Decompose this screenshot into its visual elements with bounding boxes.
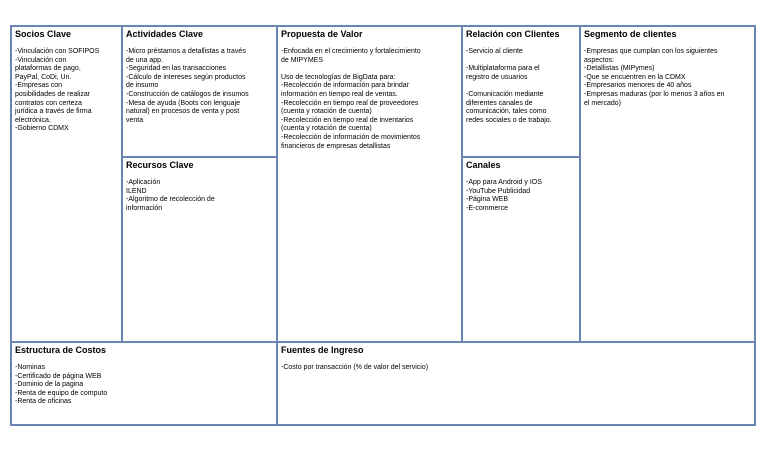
text-line: -Empresas maduras (por lo menos 3 años en (584, 90, 725, 98)
channels-body (466, 179, 576, 213)
key-resources-cell (122, 157, 277, 342)
text-line: diferentes canales de (466, 99, 533, 107)
revenue-streams-cell (277, 342, 755, 425)
value-proposition-title: Propuesta de Valor (281, 29, 363, 39)
customer-segments-cell (580, 26, 755, 342)
text-line: redes sociales o de trabajo. (466, 116, 552, 124)
key-activities-body (126, 48, 273, 125)
text-line: -Empresas con (15, 82, 63, 90)
key-resources-body (126, 179, 273, 213)
text-line: -Construcción de catálogos de insumos (126, 90, 249, 98)
text-line: el mercado) (584, 99, 621, 107)
key-activities-title: Actividades Clave (126, 29, 204, 39)
text-line: electrónica. (15, 116, 51, 124)
text-line: -Enfocada en el crecimiento y fortalecimiento (281, 48, 421, 55)
text-line: -Vinculación con SOFIPOS (15, 48, 100, 55)
text-line: de insumo (126, 82, 159, 90)
blank-line (281, 65, 458, 74)
text-line: -E-commerce (466, 204, 509, 212)
text-line: PayPal, CoDi, Un. (15, 73, 72, 81)
text-line: -Recolección en tiempo real de proveedores (281, 99, 419, 107)
blank-line (466, 57, 576, 66)
text-line: posibilidades de realizar (15, 90, 91, 98)
customer-relationships-body (466, 48, 576, 125)
blank-line (466, 82, 576, 91)
text-line: -Servicio al cliente (466, 48, 523, 55)
revenue-streams-body (281, 364, 751, 373)
text-line: -Recolección en tiempo real de inventarios (281, 116, 414, 124)
text-line: -Cálculo de intereses según productos (126, 73, 246, 81)
text-line: -Página WEB (466, 196, 509, 204)
text-line: -Comunicación mediante (466, 90, 544, 98)
text-line: aspectos: (584, 56, 614, 64)
text-line: venta (126, 116, 144, 124)
value-proposition-cell (277, 26, 462, 342)
text-line: -Renta de equipo de computo (15, 389, 108, 397)
channels-title: Canales (466, 160, 501, 170)
text-line: de MIPYMES (281, 56, 324, 64)
text-line: (cuenta y rotación de cuenta) (281, 125, 372, 133)
text-line: -Seguridad en las transacciones (126, 65, 227, 73)
text-line: -Costo por transacción (% de valor del servicio) (281, 364, 429, 371)
key-activities-cell (122, 26, 277, 157)
text-line: -Algoritmo de recolección de (126, 196, 215, 204)
text-line: -Empresarios menores de 40 años (584, 82, 692, 90)
customer-segments-body (584, 48, 751, 108)
key-partners-title: Socios Clave (15, 29, 72, 39)
cost-structure-body (15, 364, 273, 407)
text-line: -Empresas que cumplan con los siguientes (584, 48, 718, 55)
text-line: contratos con certeza (15, 99, 82, 107)
key-resources-title: Recursos Clave (126, 160, 194, 170)
text-line: (cuenta y rotación de cuenta) (281, 108, 372, 116)
text-line: -Que se encuentren en la CDMX (584, 73, 686, 81)
key-partners-cell (11, 26, 122, 342)
business-model-canvas (10, 25, 756, 426)
text-line: ILEND (126, 187, 147, 195)
cost-structure-cell (11, 342, 277, 425)
text-line: Uso de tecnologías de BigData para: (281, 73, 396, 81)
text-line: registro de usuarios (466, 73, 528, 81)
text-line: -Renta de oficinas (15, 398, 72, 406)
customer-segments-title: Segmento de clientes (584, 29, 677, 39)
text-line: información en tiempo real de ventas. (281, 90, 398, 98)
text-line: -Recolección de información para brindar (281, 82, 410, 90)
cost-structure-title: Estructura de Costos (15, 345, 107, 355)
text-line: -Gobierno CDMX (15, 125, 69, 133)
text-line: jurídica a través de firma (15, 108, 92, 116)
text-line: información (126, 204, 163, 212)
channels-cell (462, 157, 580, 342)
text-line: -App para Android y IOS (466, 179, 542, 186)
text-line: -Aplicación (126, 179, 161, 186)
text-line: -Detallistas (MIPymes) (584, 65, 655, 73)
text-line: -Recolección de información de movimientos (281, 133, 421, 141)
text-line: -Certificado de página WEB (15, 372, 102, 380)
text-line: -Micro préstamos a detallistas a través (126, 48, 246, 55)
customer-relationships-title: Relación con Clientes (466, 29, 560, 39)
text-line: comunicación, tales como (466, 108, 547, 116)
revenue-streams-title: Fuentes de Ingreso (281, 345, 364, 355)
key-partners-body (15, 48, 118, 134)
text-line: financieros de empresas detallistas (281, 142, 391, 150)
text-line: -Mesa de ayuda (Boots con lenguaje (126, 99, 241, 107)
text-line: de una app. (126, 56, 163, 64)
text-line: plataformas de pago, (15, 65, 81, 73)
text-line: -Multiplataforma para el (466, 65, 540, 73)
text-line: -Dominio de la pagina (15, 381, 84, 389)
text-line: -YouTube Publicidad (466, 187, 531, 195)
text-line: -Nominas (15, 364, 45, 371)
value-proposition-body (281, 48, 458, 151)
text-line: natural) en procesos de venta y post (126, 108, 240, 116)
customer-relationships-cell (462, 26, 580, 157)
text-line: -Vinculación con (15, 56, 67, 64)
